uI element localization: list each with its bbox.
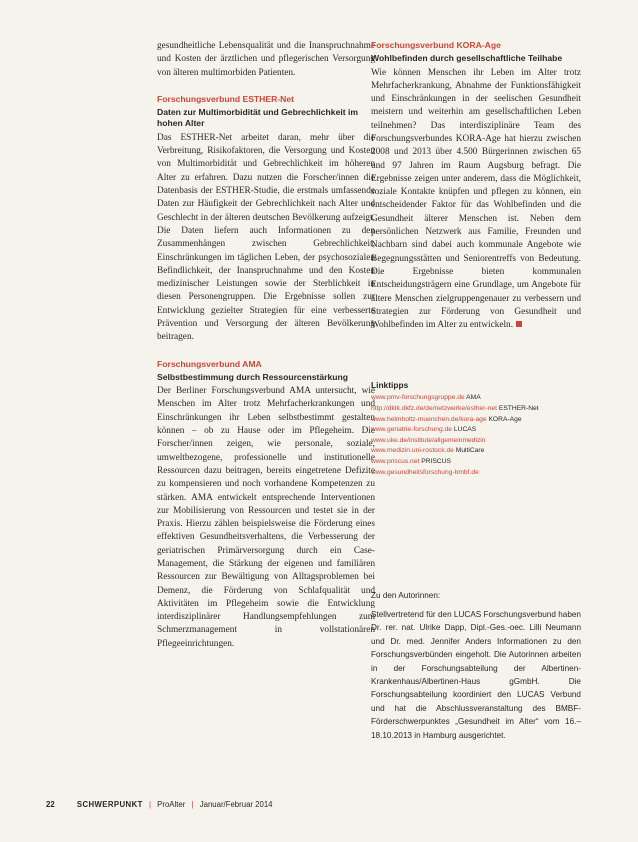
ama-body: Der Berliner Forschungsverbund AMA untersucht, wie Menschen im Alter trotz Mehrfacherkrankungen und Einschränkungen ihr Leben selbstbestimmt gestalten können – ob zu Hause oder im Pflegeheim. Die Forscher/innen zeigen, wie personale, soziale, umweltbezogene, professionelle und institutionelle Ressourcen dazu beitragen, bereits eingetretene Defizite zu kompensieren und noch vorhandene Kompetenzen zu stärken. AMA entwickelt entsprechende Interventionen zur Mobilisierung von Ressourcen und testet sie in der Praxis. Hierzu zählen beispielsweise die Förderung eines effektiven Gesundheitsverhaltens, die Verbesserung der geriatrischen Primärversorgung durch ein Case-Management, die Stärkung der eigenen und familiären Ressourcen zur Bewältigung von Alltagsproblemen bei Demenz, die Förderung von Schlafqualität und Aktivitäten im Pflegeheim sowie die Entwicklung interdisziplinärer Handlungsempfehlungen zum Schmerzmanagement in vollstationären Pflegeeinrichtungen. (157, 386, 375, 649)
left-column (157, 40, 375, 651)
red-square-icon (516, 321, 522, 327)
kora-section (371, 40, 581, 332)
link-url[interactable]: www.medizin.uni-rostock.de (371, 447, 454, 455)
magazine-name: ProAlter (157, 800, 186, 809)
footer-separator: | (148, 800, 151, 809)
link-item (371, 393, 581, 404)
link-item (371, 425, 581, 436)
esther-section (157, 94, 375, 345)
link-label: ESTHER-Net (498, 405, 539, 413)
link-label: PRISCUS (421, 458, 451, 465)
link-url[interactable]: www.geriatrie-forschung.de (371, 426, 453, 434)
ama-kicker: Forschungsverbund AMA (157, 358, 262, 369)
links-list (371, 393, 581, 478)
link-url[interactable]: http://dktk.dkfz.de/de/netzwerke/esther-net (371, 405, 498, 413)
intro-paragraph: gesundheitliche Lebensqualität und die Inanspruchnahme und Kosten der ärztlichen und pflegerischen Versorgung von älteren multimorbiden Patienten. (157, 41, 375, 78)
link-item (371, 446, 581, 457)
link-item (371, 468, 581, 479)
page-footer (46, 800, 273, 809)
kora-heading: Wohlbefinden durch gesellschaftliche Teilhabe (371, 53, 563, 63)
kora-body-text: Wie können Menschen ihr Leben im Alter trotz Mehrfacherkrankung, Abnahme der Funktionsfähigkeit und Einschränkungen in der seelischen Gesundheit meistern und weiterhin am gesellschaftlichen Leben teilnehmen? Das interdisziplinäre Team des Forschungsverbundes KORA-Age hat hierzu zwischen 2008 und 2013 über 4.500 Bürgerinnen zwischen 65 und 97 Jahren im Raum Augsburg befragt. Die Ergebnisse zeigen unter anderem, dass die Möglichkeit, soziale Kontakte knüpfen und pflegen zu können, ein entscheidender Faktor für das Wohlbefinden und die Gesundheit älterer Menschen ist. Neben dem persönlichen Netzwerk aus Familie, Freunden und Nachbarn sind dabei auch kommunale Angebote wie Begegnungsstätten und Seniorentreffs von Bedeutung. Die Ergebnisse bieten kommunalen Entscheidungsträgern eine Grundlage, um Angebote für ältere Menschen zielgruppengenauer zu verbessern und Strategien zur Förderung von Gesundheit und Wohlbefinden im Alter zu entwickeln. (371, 67, 581, 331)
issue-date: Januar/Februar 2014 (199, 800, 273, 809)
authors-body: Stellvertretend für den LUCAS Forschungsverbund haben Dr. rer. nat. Ulrike Dapp, Dipl.-Ges.-oec. Lilli Neumann und Dr. med. Jennifer Anders Informationen zu den Forschungsverbünden eingeholt. Die Autorinnen arbeiten in der Forschungsabteilung der Albertinen-Krankenhaus/Albertinen-Haus gGmbH. Die Forschungsabteilung koordiniert den LUCAS Verbund und hat die Abschlussveranstaltung des BMBF-Förderschwerpunktes „Gesundheit im Alter“ vom 16.–18.10.2013 in Hamburg ausgerichtet. (371, 610, 581, 740)
ama-heading: Selbstbestimmung durch Ressourcenstärkung (157, 371, 349, 382)
right-column (371, 40, 581, 478)
kora-kicker: Forschungsverbund KORA-Age (371, 40, 501, 50)
link-item (371, 415, 581, 426)
ama-section (157, 359, 375, 651)
link-label: LUCAS (453, 426, 477, 434)
link-item (371, 436, 581, 447)
link-item (371, 457, 581, 468)
link-url[interactable]: www.gesundheitsforschung-bmbf.de (371, 468, 479, 476)
link-label: KORA-Age (488, 415, 522, 423)
esther-body: Das ESTHER-Net arbeitet daran, mehr über die Verbreitung, Risikofaktoren, die Versorgung und Kosten von Multimorbidität und Gebrechlichkeit im höheren Alter zu erfahren. Dazu nutzen die Forscher/innen die Datenbasis der ESTHER-Studie, die erstmals umfassende Daten zur Häufigkeit der Gebrechlichkeit nach Alter und Geschlecht in der älteren deutschen Bevölkerung aufzeigt. Die Daten liefern auch Informationen zu den Zusammenhängen zwischen Gebrechlichkeit, Einschränkungen im täglichen Leben, der psychosozialen Befindlichkeit, der Inanspruchnahme und den Kosten medizinischer Leistungen sowie der Sterblichkeit in diesen Personengruppen. Die Ergebnisse sollen zur Entwicklung gezielter Strategien für eine verbesserte Prävention und Versorgung der älteren Bevölkerung beitragen. (157, 132, 375, 343)
link-url[interactable]: www.priscus.net (371, 458, 420, 465)
page-number: 22 (46, 800, 55, 809)
esther-kicker: Forschungsverbund ESTHER-Net (157, 93, 295, 104)
links-box (371, 380, 581, 478)
esther-heading: Daten zur Multimorbidität und Gebrechlichkeit im hohen Alter (157, 106, 359, 129)
kora-body (371, 67, 581, 333)
link-item (371, 404, 581, 415)
link-url[interactable]: www.pmv-forschungsgruppe.de (371, 394, 465, 402)
link-url[interactable]: www.helmholtz-muenchen.de/kora-age (371, 415, 487, 423)
footer-separator: | (191, 800, 194, 809)
link-url[interactable]: www.uke.de/institute/allgemeinmedizin (371, 436, 486, 444)
links-title: Linktipps (371, 380, 409, 391)
link-label: MultiCare (455, 447, 485, 455)
link-label: AMA (466, 394, 481, 402)
section-label: SCHWERPUNKT (76, 800, 143, 809)
authors-box (371, 590, 581, 742)
authors-title: Zu den Autorinnen: (371, 591, 441, 600)
